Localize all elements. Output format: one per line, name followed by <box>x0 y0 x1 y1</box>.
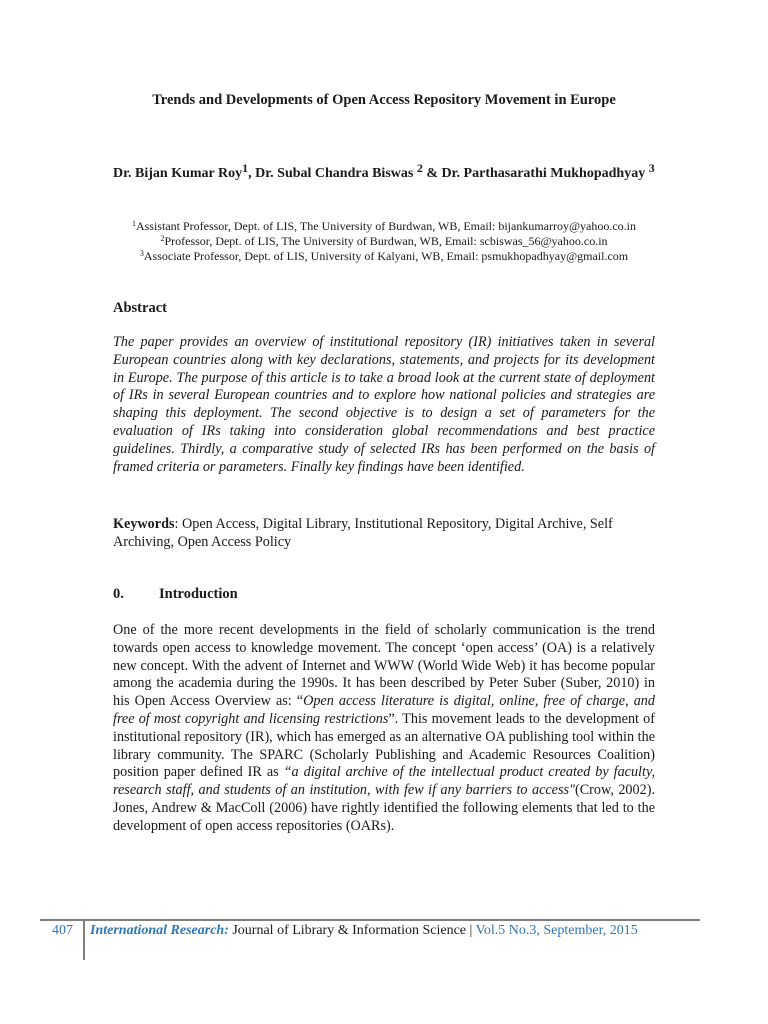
section-number: 0. <box>113 586 124 602</box>
page-footer <box>52 923 638 939</box>
author-name: Dr. Parthasarathi Mukhopadhyay <box>441 166 649 181</box>
affiliation-mark: 1 <box>131 219 136 228</box>
author-affiliation-mark: 2 <box>416 161 423 175</box>
keywords-label: Keywords <box>113 516 175 532</box>
paper-title: Trends and Developments of Open Access Repository Movement in Europe <box>152 92 616 108</box>
affiliation-text: Assistant Professor, Dept. of LIS, The University of Burdwan, WB, Email: bijankumarroy@yahoo.co.in <box>135 219 637 233</box>
affiliations <box>0 219 768 264</box>
author-line <box>113 161 655 182</box>
author-separator: , <box>248 166 256 181</box>
affiliation-mark: 3 <box>139 249 144 258</box>
intro-text: One of the more recent developments in the field of scholarly communication is the trend towards open access to knowledge movement. The concept ‘open access’ (OA) is a relatively new concept. With the advent of Internet and WWW (World Wide Web) it has become popular among the academia during the 1990s. It has been described by Peter Suber (Suber, 2010) in his Open Access Overview as: “ <box>113 622 655 710</box>
author-name: Dr. Bijan Kumar Roy <box>113 166 243 181</box>
author-affiliation-mark: 3 <box>648 161 655 175</box>
section-heading <box>113 586 238 603</box>
intro-quote: Open access literature is digital, online, free of charge, and free of most copyright and licensing restrictions <box>113 693 655 727</box>
footer-separator: | <box>466 923 476 938</box>
intro-quote: “a digital archive of the intellectual product created by faculty, research staff, and students of an institution, with few if any barriers to access" <box>113 764 656 799</box>
author-name: Dr. Subal Chandra Biswas <box>255 166 417 181</box>
affiliation-line <box>0 249 768 264</box>
affiliation-mark: 2 <box>160 234 165 243</box>
page-number: 407 <box>52 923 73 938</box>
journal-name-accent: International Research: <box>90 923 229 938</box>
affiliation-text: Professor, Dept. of LIS, The University of Burdwan, WB, Email: scbiswas_56@yahoo.co.in <box>164 234 608 248</box>
author-affiliation-mark: 1 <box>242 161 249 175</box>
intro-text: ”. This movement leads to the development of institutional repository (IR), which has emerged as an alternative OA publishing tool within the library community. The SPARC (Scholarly Publishing and Academic Resources Coalition) position paper defined IR as <box>113 710 655 781</box>
keywords <box>113 515 658 551</box>
abstract-text: The paper provides an overview of institutional repository (IR) initiatives taken in several European countries along with key declarations, statements, and projects for its development in Europe. The purpose of this article is to take a broad look at the current state of deployment of IRs in several European countries and to explore how national policies and strategies are shaping this deployment. The second objective is to design a set of parameters for the evaluation of IRs taking into consideration global recommendations and best practice guidelines. Thirdly, a comparative study of selected IRs has been performed on the basis of framed criteria or parameters. Finally key findings have been identified. <box>113 334 655 475</box>
abstract-heading: Abstract <box>113 300 167 316</box>
author-separator: & <box>422 166 442 181</box>
footer-rule <box>40 919 700 921</box>
journal-name: Journal of Library & Information Science <box>228 923 467 938</box>
intro-text: (Crow, 2002). Jones, Andrew & MacColl (2006) have rightly identified the following elements that led to the development of open access repositories (OARs). <box>113 782 655 834</box>
keywords-text: : Open Access, Digital Library, Institutional Repository, Digital Archive, Self Archiving, Open Access Policy <box>113 516 613 550</box>
journal-issue: Vol.5 No.3, September, 2015 <box>475 923 638 938</box>
affiliation-text: Associate Professor, Dept. of LIS, University of Kalyani, WB, Email: psmukhopadhyay@gmail.com <box>143 249 629 263</box>
affiliation-line <box>0 234 768 249</box>
introduction-paragraph <box>113 622 655 836</box>
section-title: Introduction <box>159 586 238 602</box>
affiliation-line <box>0 219 768 234</box>
